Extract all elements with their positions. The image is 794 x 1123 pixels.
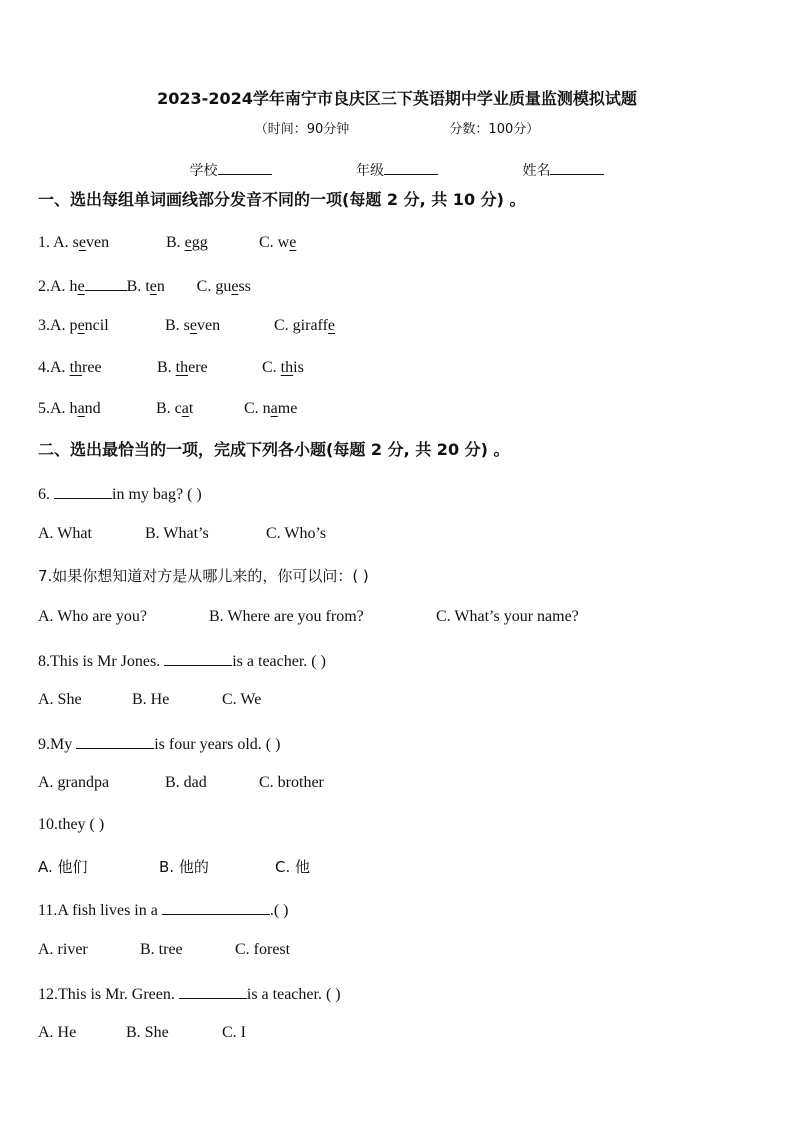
q12-option-a[interactable]: A. He bbox=[38, 1024, 77, 1041]
q8-option-b[interactable]: B. He bbox=[132, 691, 170, 708]
section2-heading: 二、选出最恰当的一项，完成下列各小题(每题 2 分, 共 20 分) 。 bbox=[38, 440, 510, 459]
q3-option-c[interactable]: C. giraffe bbox=[274, 317, 336, 334]
q9-option-b[interactable]: B. dad bbox=[165, 774, 207, 791]
q3-option-b[interactable]: B. seven bbox=[165, 317, 221, 334]
question-8: 8.This is Mr Jones. is a teacher. ( ) bbox=[38, 649, 326, 672]
page-title: 2023-2024学年南宁市良庆区三下英语期中学业质量监测模拟试题 bbox=[157, 89, 637, 108]
q10-option-a[interactable]: A. 他们 bbox=[38, 858, 88, 876]
q8-option-c[interactable]: C. We bbox=[222, 691, 262, 708]
question-2 bbox=[38, 274, 251, 297]
q2-answer-blank[interactable] bbox=[85, 274, 127, 291]
question-6: 6. in my bag? ( ) bbox=[38, 482, 202, 505]
q9-option-a[interactable]: A. grandpa bbox=[38, 774, 110, 791]
q3-option-a[interactable]: 3.A. pencil bbox=[38, 317, 109, 334]
q5-option-a[interactable]: 5.A. hand bbox=[38, 400, 101, 417]
exam-score: 分数：100分） bbox=[449, 122, 540, 137]
question-3 bbox=[38, 316, 335, 336]
q4-option-c[interactable]: C. this bbox=[262, 359, 304, 376]
question-12: 12.This is Mr. Green. is a teacher. ( ) bbox=[38, 982, 341, 1005]
exam-time: （时间：90分钟 bbox=[254, 122, 350, 137]
name-field[interactable] bbox=[522, 160, 604, 180]
q6-option-a[interactable]: A. What bbox=[38, 525, 92, 542]
q1-option-b[interactable]: B. egg bbox=[166, 234, 208, 251]
q1-option-c[interactable]: C. we bbox=[259, 234, 297, 251]
q7-option-a[interactable]: A. Who are you? bbox=[38, 608, 147, 625]
grade-label: 年级 bbox=[356, 163, 384, 179]
q11-option-a[interactable]: A. river bbox=[38, 941, 88, 958]
question-9: 9.My is four years old. ( ) bbox=[38, 732, 280, 755]
question-7-options bbox=[38, 607, 579, 627]
name-line bbox=[550, 160, 604, 175]
q6-answer-blank[interactable] bbox=[54, 482, 112, 499]
q10-option-c[interactable]: C. 他 bbox=[275, 858, 311, 876]
grade-line bbox=[384, 160, 438, 175]
q6-option-c[interactable]: C. Who’s bbox=[266, 525, 327, 542]
q8-option-a[interactable]: A. She bbox=[38, 691, 82, 708]
q2-option-a[interactable]: 2.A. he bbox=[38, 274, 127, 297]
question-5 bbox=[38, 399, 297, 419]
section1-heading: 一、选出每组单词画线部分发音不同的一项(每题 2 分, 共 10 分) 。 bbox=[38, 190, 526, 209]
question-11: 11.A fish lives in a .( ) bbox=[38, 898, 289, 921]
q7-option-b[interactable]: B. Where are you from? bbox=[209, 608, 364, 625]
question-8-options bbox=[38, 690, 261, 710]
student-info-fields bbox=[0, 160, 794, 180]
q11-option-c[interactable]: C. forest bbox=[235, 941, 291, 958]
q9-answer-blank[interactable] bbox=[76, 732, 154, 749]
q7-option-c[interactable]: C. What’s your name? bbox=[436, 608, 579, 625]
q4-option-b[interactable]: B. there bbox=[157, 359, 208, 376]
grade-field[interactable] bbox=[356, 160, 438, 180]
question-10: 10.they ( ) bbox=[38, 816, 105, 833]
exam-meta bbox=[0, 118, 794, 137]
q11-option-b[interactable]: B. tree bbox=[140, 941, 183, 958]
q12-option-b[interactable]: B. She bbox=[126, 1024, 169, 1041]
q2-option-c[interactable]: C. guess bbox=[196, 278, 251, 295]
q4-option-a[interactable]: 4.A. three bbox=[38, 359, 102, 376]
q5-option-b[interactable]: B. cat bbox=[156, 400, 194, 417]
q2-option-b[interactable]: B. ten bbox=[126, 278, 165, 295]
q11-answer-blank[interactable] bbox=[162, 898, 270, 915]
q10-option-b[interactable]: B. 他的 bbox=[159, 858, 209, 876]
school-label: 学校 bbox=[189, 163, 218, 179]
name-label: 姓名 bbox=[522, 163, 551, 179]
question-4 bbox=[38, 358, 304, 378]
school-line bbox=[218, 160, 272, 175]
q8-answer-blank[interactable] bbox=[164, 649, 232, 666]
q1-option-a[interactable]: 1. A. seven bbox=[38, 234, 110, 251]
question-11-options bbox=[38, 940, 290, 960]
question-9-options bbox=[38, 773, 324, 793]
q12-option-c[interactable]: C. I bbox=[222, 1024, 246, 1041]
q9-option-c[interactable]: C. brother bbox=[259, 774, 324, 791]
q5-option-c[interactable]: C. name bbox=[244, 400, 298, 417]
question-10-options bbox=[38, 857, 310, 877]
q12-answer-blank[interactable] bbox=[179, 982, 247, 999]
question-7: 7.如果你想知道对方是从哪儿来的，你可以问：( ) bbox=[38, 567, 369, 585]
question-6-options bbox=[38, 524, 326, 544]
school-field[interactable] bbox=[190, 160, 272, 180]
q6-option-b[interactable]: B. What’s bbox=[145, 525, 209, 542]
question-1 bbox=[38, 233, 296, 253]
question-12-options bbox=[38, 1023, 246, 1043]
